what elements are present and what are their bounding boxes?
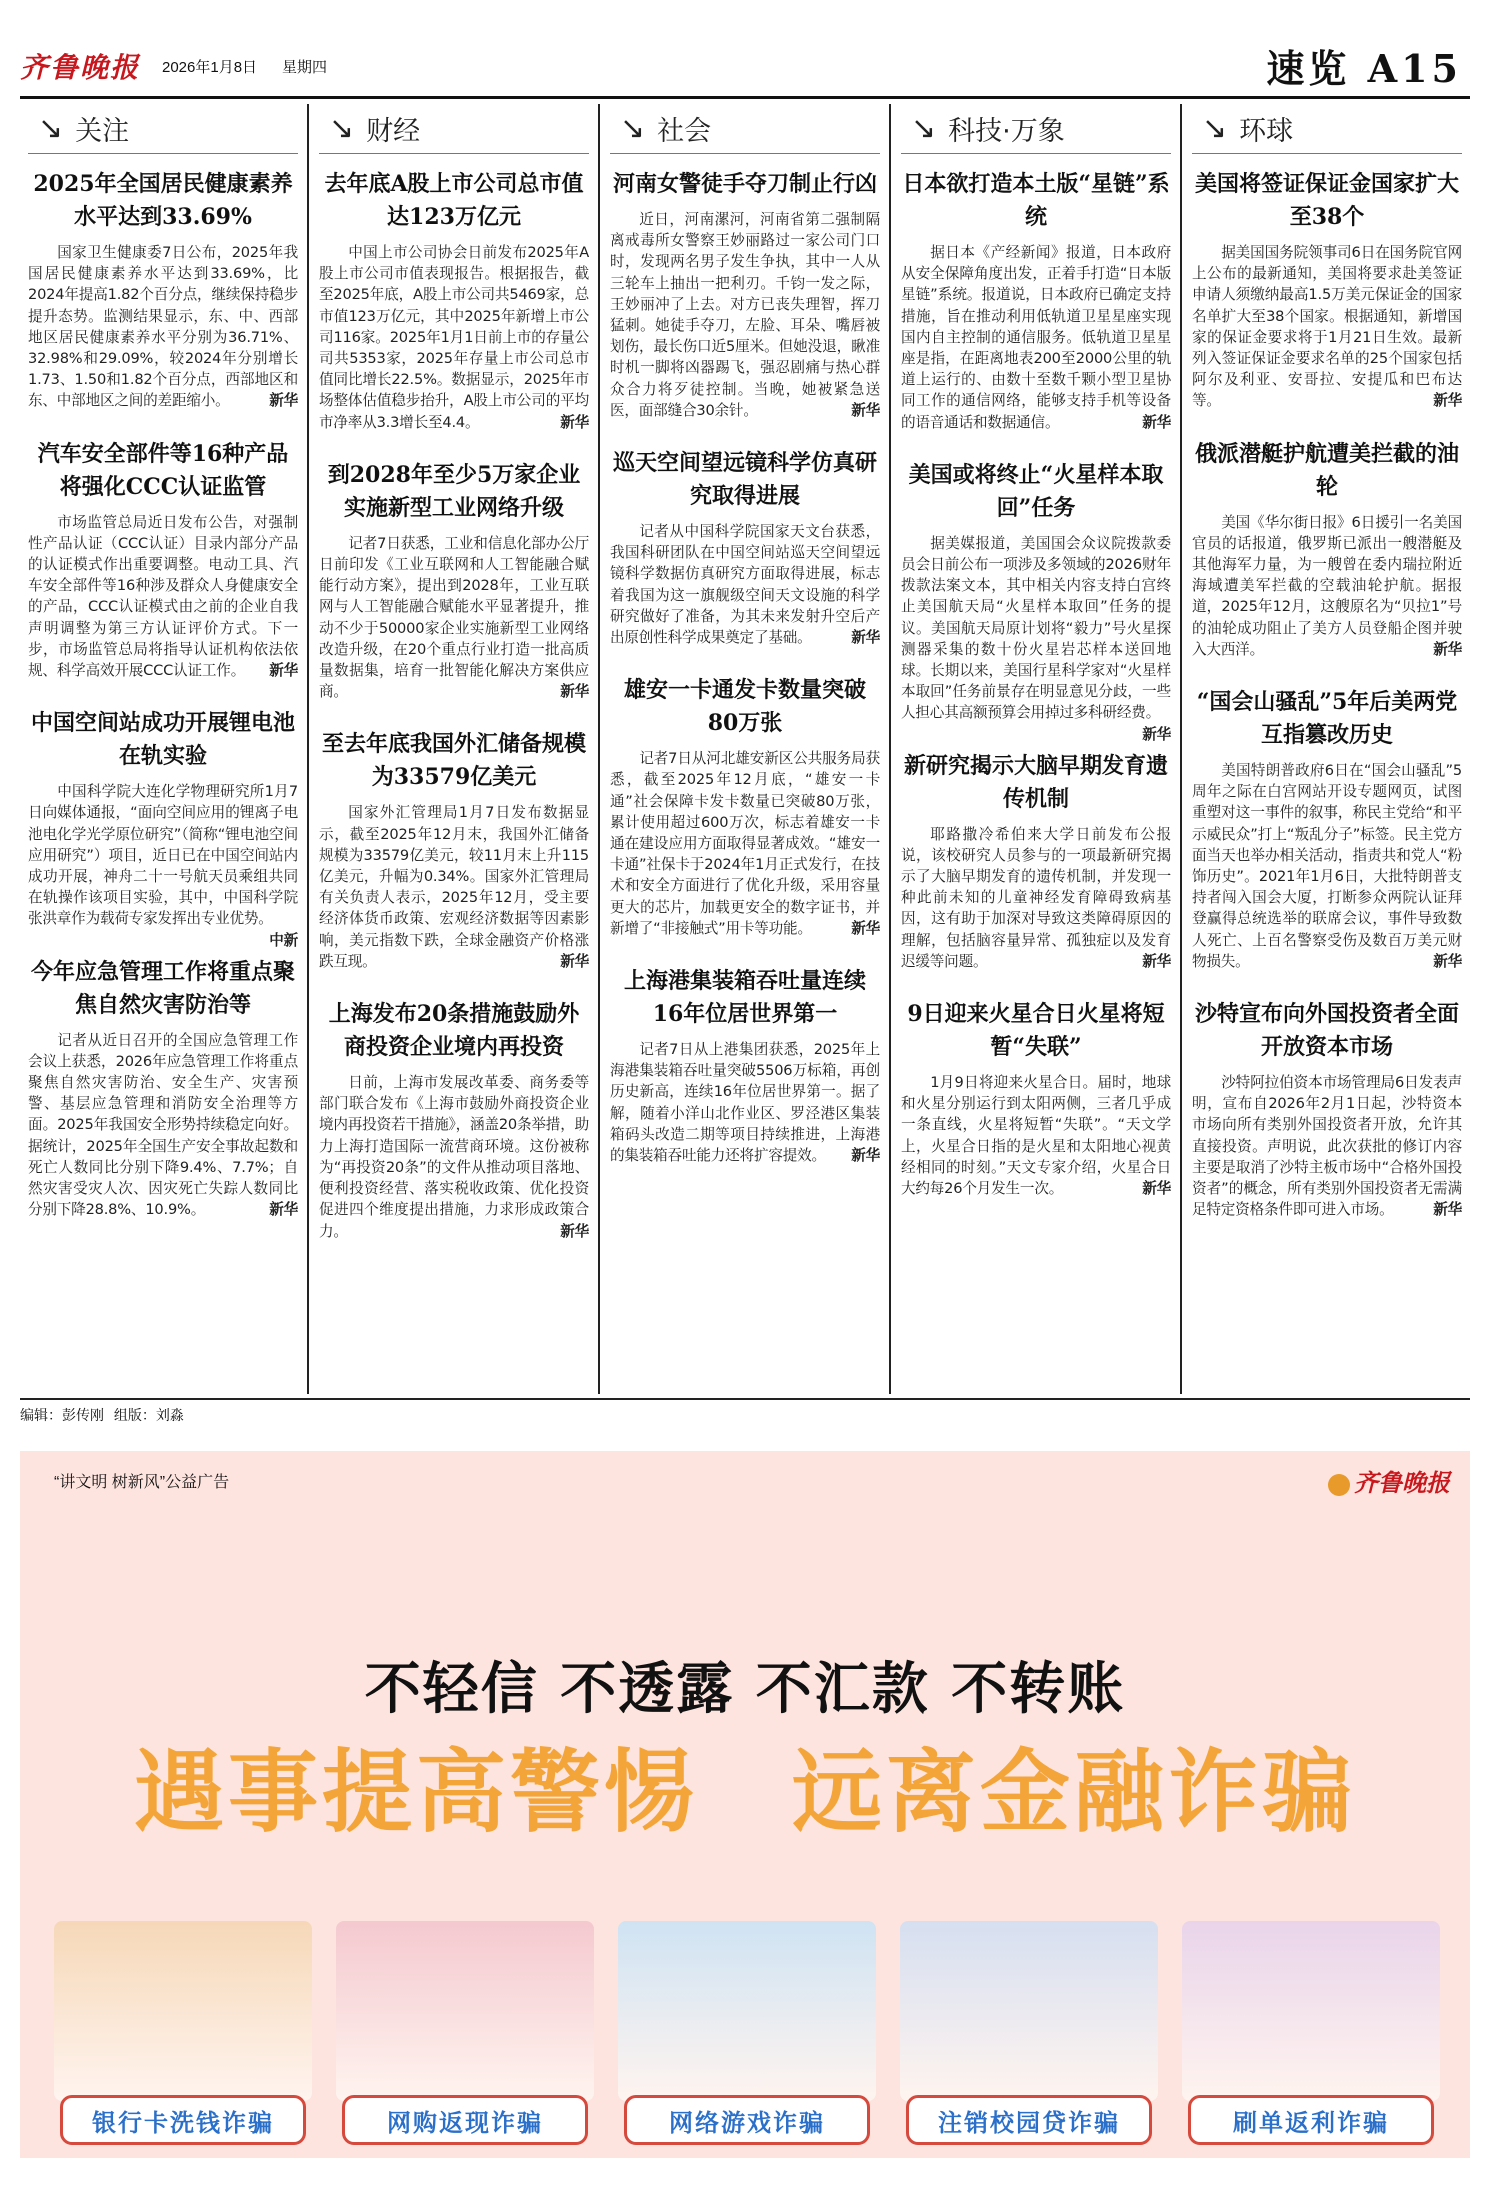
article-text: 沙特阿拉伯资本市场管理局6日发表声明，宣布自2026年2月1日起，沙特资本市场向所有类别外国投资者开放，允许其直接投资。声明说，此次获批的修订内容主要是取消了沙特主板市场中“合格外国投资者”的概念，所有类别外国投资者无需满足特定资格条件即可进入市场。 bbox=[1192, 1074, 1462, 1219]
article-source: 新华 bbox=[851, 919, 880, 937]
article-source: 新华 bbox=[560, 952, 589, 970]
article bbox=[610, 965, 880, 1166]
column-divider bbox=[889, 104, 891, 1394]
article-body bbox=[28, 781, 298, 949]
ad-slogan-2: 遇事提高警惕 远离金融诈骗 bbox=[134, 1739, 1356, 1845]
article-headline: 沙特宣布向外国投资者全面开放资本市场 bbox=[1194, 1001, 1459, 1061]
article-headline: 雄安一卡通发卡数量突破80万张 bbox=[623, 677, 866, 737]
article bbox=[1192, 168, 1462, 412]
page-section-title: 速览 A15 bbox=[1266, 46, 1462, 91]
article bbox=[1192, 438, 1462, 660]
article-text: 中国科学院大连化学物理研究所1月7日向媒体通报，“面向空间应用的锂离子电池电化学光学原位研究”（简称“锂电池空间应用研究”）项目，近日已在中国空间站内成功开展，神舟二十一号航天员乘组共同在轨操作该项目实验，其中，中国科学院张洪章作为载荷专家发挥出专业优势。 bbox=[28, 783, 298, 928]
article-source: 新华 bbox=[1433, 1201, 1462, 1219]
article-body bbox=[319, 802, 589, 972]
ad-logo-text: 齐鲁晚报 bbox=[1354, 1468, 1450, 1497]
article-body bbox=[901, 533, 1171, 743]
article-headline: 俄派潜艇护航遭美拦截的油轮 bbox=[1194, 440, 1459, 500]
cartoon-illustration bbox=[900, 1921, 1158, 2101]
article-body bbox=[901, 824, 1171, 972]
article-headline: 汽车安全部件等16种产品将强化CCC认证监管 bbox=[37, 440, 289, 500]
ad-card-label: 网络游戏诈骗 bbox=[624, 2095, 870, 2145]
article-text: 记者7日获悉，工业和信息化部办公厅日前印发《工业互联网和人工智能融合赋能行动方案》，提出到2028年，工业互联网与人工智能融合赋能水平显著提升，推动不少于50000家企业实施新型工业网络改造升级，在20个重点行业打造一批高质量数据集，培育一批智能化解决方案供应商。 bbox=[319, 534, 589, 701]
article-source: 新华 bbox=[560, 1222, 589, 1240]
article-body bbox=[28, 512, 298, 682]
ad-card-label: 银行卡洗钱诈骗 bbox=[60, 2095, 306, 2145]
article-source: 新华 bbox=[1433, 952, 1462, 970]
section-header bbox=[28, 104, 298, 154]
article-body bbox=[1192, 1072, 1462, 1220]
section-header bbox=[1192, 104, 1462, 154]
article-headline: 新研究揭示大脑早期发育遗传机制 bbox=[903, 752, 1168, 812]
column-1 bbox=[20, 104, 306, 1398]
ad-card-label: 网购返现诈骗 bbox=[342, 2095, 588, 2145]
article-body bbox=[1192, 512, 1462, 660]
article-source: 新华 bbox=[560, 683, 589, 701]
article-headline: 去年底A股上市公司总市值达123万亿元 bbox=[324, 171, 584, 230]
column-divider bbox=[1180, 104, 1182, 1394]
public-service-ad bbox=[20, 1451, 1470, 2158]
article-source: 新华 bbox=[851, 629, 880, 647]
article bbox=[1192, 998, 1462, 1220]
article bbox=[610, 168, 880, 421]
article-headline: “国会山骚乱”5年后美两党互指篡改历史 bbox=[1196, 689, 1458, 749]
cartoon-illustration bbox=[54, 1921, 312, 2101]
issue-date: 2026年1月8日 bbox=[162, 59, 258, 76]
article-headline: 日本欲打造本土版“星链”系统 bbox=[902, 171, 1170, 230]
article-source: 新华 bbox=[269, 1201, 298, 1219]
ad-card bbox=[618, 1921, 876, 2151]
article-text: 记者7日从河北雄安新区公共服务局获悉，截至2025年12月底，“雄安一卡通”社会保障卡发卡数量已突破80万张，累计使用超过600万次，标志着雄安一卡通在建设应用方面取得显著成效。“雄安一卡通”社保卡于2024年1月正式发行，在技术和安全方面进行了优化升级，采用容量更大的芯片，加载更安全的数字证书，并新增了“非接触式”用卡等功能。 bbox=[610, 750, 880, 937]
section-name: 环球 bbox=[1239, 116, 1294, 147]
article bbox=[28, 168, 298, 412]
arrow-icon: ↘ bbox=[620, 110, 646, 146]
article-text: 记者7日从上港集团获悉，2025年上海港集装箱吞吐量突破5506万标箱，再创历史新高，连续16年位居世界第一。据了解，随着小洋山北作业区、罗泾港区集装箱码头改造二期等项目持续推进，上海港的集装箱吞吐能力还将扩容提效。 bbox=[610, 1041, 880, 1165]
article-body bbox=[610, 521, 880, 648]
article-source: 新华 bbox=[1433, 392, 1462, 410]
cartoon-illustration bbox=[336, 1921, 594, 2101]
article-source: 新华 bbox=[1142, 952, 1171, 970]
article-headline: 中国空间站成功开展锂电池在轨实验 bbox=[30, 710, 295, 770]
article bbox=[901, 168, 1171, 433]
column-divider bbox=[598, 104, 600, 1394]
column-3 bbox=[602, 104, 888, 1398]
article-text: 记者从近日召开的全国应急管理工作会议上获悉，2026年应急管理工作将重点聚焦自然灾害防治、安全生产、灾害预警、基层应急管理和消防安全治理等方面。2025年我国安全形势持续稳定向好。据统计，2025年全国生产安全事故起数和死亡人数同比分别下降9.4%、7.7%；自然灾害受灾人次、因灾死亡失踪人数同比分别下降28.8%、10.9%。 bbox=[28, 1031, 298, 1219]
article bbox=[28, 956, 298, 1221]
article-body bbox=[319, 533, 589, 703]
article-headline: 巡天空间望远镜科学仿真研究取得进展 bbox=[612, 450, 877, 510]
article-source: 新华 bbox=[1142, 413, 1171, 431]
article-source: 新华 bbox=[269, 392, 298, 410]
ad-card bbox=[336, 1921, 594, 2151]
article-text: 市场监管总局近日发布公告，对强制性产品认证（CCC认证）目录内部分产品的认证模式作出重要调整。电动工具、汽车安全部件等16种涉及群众人身健康安全的产品，CCC认证模式由之前的企业自我声明调整为第三方认证评价方式。下一步，市场监管总局将指导认证机构依法依规、科学高效开展CCC认证工作。 bbox=[28, 513, 298, 680]
news-columns bbox=[20, 104, 1470, 1398]
article-text: 国家外汇管理局1月7日发布数据显示，截至2025年12月末，我国外汇储备规模为33579亿美元，较11月末上升115亿美元，升幅为0.34%。国家外汇管理局有关负责人表示，2025年12月，受主要经济体货币政策、宏观经济数据等因素影响，美元指数下跌，全球金融资产价格涨跌互现。 bbox=[319, 804, 589, 970]
arrow-icon: ↘ bbox=[911, 110, 937, 146]
article bbox=[901, 750, 1171, 972]
column-4 bbox=[893, 104, 1179, 1398]
column-divider bbox=[307, 104, 309, 1394]
article-text: 据美国国务院领事司6日在国务院官网上公布的最新通知，美国将要求赴美签证申请人须缴纳最高1.5万美元保证金的国家名单扩大至38个国家。根据通知，新增国家的保证金要求将于1月21日生效。最新列入签证保证金要求名单的25个国家包括阿尔及利亚、安哥拉、安提瓜和巴布达等。 bbox=[1192, 244, 1462, 410]
article bbox=[610, 447, 880, 648]
article-headline: 今年应急管理工作将重点聚焦自然灾害防治等 bbox=[30, 958, 295, 1018]
article-headline: 2025年全国居民健康素养水平达到33.69% bbox=[33, 171, 293, 230]
page-header bbox=[20, 0, 1470, 96]
article-headline: 河南女警徒手夺刀制止行凶 bbox=[612, 171, 877, 197]
article-text: 记者从中国科学院国家天文台获悉，我国科研团队在中国空间站巡天空间望远镜科学数据仿真研究方面取得进展，标志着我国为这一旗舰级空间天文设施的科学研究做好了准备，为其未来发射升空后产出原创性科学成果奠定了基础。 bbox=[610, 523, 880, 647]
article-source: 新华 bbox=[1142, 725, 1171, 743]
section-name: 社会 bbox=[657, 116, 712, 147]
ad-logo bbox=[1328, 1463, 1450, 1498]
article-headline: 至去年底我国外汇储备规模为33579亿美元 bbox=[321, 731, 586, 791]
section-header bbox=[319, 104, 589, 154]
article bbox=[901, 459, 1171, 743]
header-rule bbox=[20, 96, 1470, 99]
article bbox=[319, 168, 589, 433]
logo-icon bbox=[1328, 1474, 1350, 1496]
arrow-icon: ↘ bbox=[38, 110, 64, 146]
ad-card bbox=[54, 1921, 312, 2151]
article-headline: 美国将签证保证金国家扩大至38个 bbox=[1194, 171, 1459, 230]
ad-card-label: 刷单返利诈骗 bbox=[1188, 2095, 1434, 2145]
article-body bbox=[610, 209, 880, 421]
article-body bbox=[319, 1072, 589, 1242]
article-source: 新华 bbox=[560, 413, 589, 431]
cartoon-illustration bbox=[1182, 1921, 1440, 2101]
article-source: 新华 bbox=[851, 1147, 880, 1165]
article-text: 1月9日将迎来火星合日。届时，地球和火星分别运行到太阳两侧，三者几乎成一条直线，火星将短暂“失联”。“天文学上，火星合日指的是火星和太阳地心视黄经相同的时刻。”天文专家介绍，火星合日大约每26个月发生一次。 bbox=[901, 1074, 1171, 1198]
article bbox=[319, 728, 589, 972]
article-body bbox=[319, 242, 589, 433]
article-body bbox=[610, 748, 880, 939]
ad-card bbox=[1182, 1921, 1440, 2151]
section-header bbox=[610, 104, 880, 154]
column-5 bbox=[1184, 104, 1470, 1398]
section-header bbox=[901, 104, 1171, 154]
article-text: 国家卫生健康委7日公布，2025年我国居民健康素养水平达到33.69%，比2024年提高1.82个百分点，继续保持稳步提升态势。监测结果显示，东、中、西部地区居民健康素养水平分别为36.71%、32.98%和29.09%，较2024年分别增长1.73、1.50和1.82个百分点，西部地区和东、中部地区之间的差距缩小。 bbox=[28, 244, 298, 410]
ad-label: “讲文明 树新风”公益广告 bbox=[54, 1474, 230, 1491]
ad-card-label: 注销校园贷诈骗 bbox=[906, 2095, 1152, 2145]
article-source: 新华 bbox=[1142, 1180, 1171, 1198]
article-body bbox=[901, 1072, 1171, 1199]
article-body bbox=[610, 1039, 880, 1166]
article-text: 据美媒报道，美国国会众议院拨款委员会日前公布一项涉及多领域的2026财年拨款法案文本，其中相关内容支持白宫终止美国航天局“火星样本取回”任务的提议。美国航天局原计划将“毅力”号火星探测器采集的数十份火星岩芯样本送回地球。长期以来，美国行星科学家对“火星样本取回”任务前景存在明显意见分歧，一些人担心其高额预算会用掉过多科研经费。 bbox=[901, 534, 1171, 722]
issue-weekday: 星期四 bbox=[282, 59, 328, 76]
footer-rule bbox=[20, 1398, 1470, 1400]
article-body bbox=[901, 242, 1171, 433]
article-source: 中新 bbox=[269, 931, 298, 949]
article-body bbox=[1192, 760, 1462, 972]
article bbox=[28, 438, 298, 682]
article-headline: 9日迎来火星合日火星将短暂“失联” bbox=[907, 1001, 1165, 1061]
section-name: 财经 bbox=[366, 116, 421, 147]
masthead: 齐鲁晚报 bbox=[20, 51, 141, 84]
article bbox=[1192, 686, 1462, 972]
article-source: 新华 bbox=[1433, 640, 1462, 658]
article-headline: 上海发布20条措施鼓励外商投资企业境内再投资 bbox=[328, 1001, 580, 1061]
article-text: 日前，上海市发展改革委、商务委等部门联合发布《上海市鼓励外商投资企业境内再投资若干措施》，涵盖20条举措，助力上海打造国际一流营商环境。这份被称为“再投资20条”的文件从推动项目落地、便利投资经营、落实税收政策、优化投资促进四个维度提出措施，力求形成政策合力。 bbox=[319, 1074, 589, 1240]
article-headline: 上海港集装箱吞吐量连续16年位居世界第一 bbox=[623, 968, 866, 1028]
article-text: 美国《华尔街日报》6日援引一名美国官员的话报道，俄罗斯已派出一艘潜艇及其他海军力量，为一艘曾在委内瑞拉附近海域遭美军拦截的空载油轮护航。据报道，2025年12月，这艘原名为“贝拉1”号的油轮成功阻止了美方人员登船企图并驶入大西洋。 bbox=[1192, 513, 1462, 658]
article-text: 中国上市公司协会日前发布2025年A股上市公司市值表现报告。根据报告，截至2025年底，A股上市公司共5469家，总市值123万亿元，其中2025年新增上市公司116家。2025年1月1日前上市的存量公司共5353家，2025年存量上市公司总市值同比增长22.5%。数据显示，2025年市场整体估值稳步抬升，A股上市公司的平均市净率从3.3增长至4.4。 bbox=[319, 244, 589, 431]
ad-card bbox=[900, 1921, 1158, 2151]
article-body bbox=[1192, 242, 1462, 412]
section-name: 科技·万象 bbox=[948, 116, 1065, 147]
cartoon-illustration bbox=[618, 1921, 876, 2101]
article-body bbox=[28, 1030, 298, 1221]
article-text: 美国特朗普政府6日在“国会山骚乱”5周年之际在白宫网站开设专题网页，试图重塑对这一事件的叙事，称民主党给“和平示威民众”打上“叛乱分子”标签。民主党方面当天也举办相关活动，指责共和党人“粉饰历史”。2021年1月6日，大批特朗普支持者闯入国会大厦，打断参众两院认证拜登赢得总统选举的联席会议，事件导致数人死亡、上百名警察受伤及数百万美元财物损失。 bbox=[1192, 762, 1462, 970]
ad-slogan-1: 不轻信 不透露 不汇款 不转账 bbox=[364, 1656, 1126, 1722]
editor-credit: 编辑：彭传刚 组版：刘淼 bbox=[20, 1407, 184, 1423]
article-source: 新华 bbox=[269, 662, 298, 680]
article-body bbox=[28, 242, 298, 412]
article bbox=[319, 998, 589, 1242]
article-headline: 到2028年至少5万家企业实施新型工业网络升级 bbox=[327, 461, 581, 521]
column-2 bbox=[311, 104, 597, 1398]
article-text: 近日，河南漯河，河南省第二强制隔离戒毒所女警察王妙丽路过一家公司门口时，发现两名男子发生争执，其中一人从三轮车上抽出一把利刃。千钧一发之际，王妙丽冲了上去。对方已丧失理智，挥刀猛刺。她徒手夺刀，左脸、耳朵、嘴唇被划伤，最长伤口近5厘米。但她没退，瞅准时机一脚将凶器踢飞，强忍剧痛与热心群众合力将歹徒控制。当晚，她被紧急送医，面部缝合30余针。 bbox=[610, 211, 880, 419]
article bbox=[319, 459, 589, 703]
article bbox=[28, 707, 298, 949]
arrow-icon: ↘ bbox=[329, 110, 355, 146]
article-source: 新华 bbox=[851, 401, 880, 419]
article-headline: 美国或将终止“火星样本取回”任务 bbox=[908, 461, 1164, 521]
article-text: 耶路撒冷希伯来大学日前发布公报说，该校研究人员参与的一项最新研究揭示了大脑早期发育的遗传机制，并发现一种此前未知的儿童神经发育障碍致病基因，这有助于加深对导致这类障碍原因的理解，包括脑容量异常、孤独症以及发育迟缓等问题。 bbox=[901, 825, 1171, 970]
article bbox=[901, 998, 1171, 1199]
article bbox=[610, 674, 880, 939]
section-name: 关注 bbox=[75, 116, 130, 147]
article-text: 据日本《产经新闻》报道，日本政府从安全保障角度出发，正着手打造“日本版星链”系统。报道说，日本政府已确定支持措施，旨在推动利用低轨道卫星星座实现国内自主控制的通信服务。低轨道卫星星座是指，在距离地表200至2000公里的轨道上运行的、由数十至数千颗小型卫星协同工作的通信网络，能够支持手机等设备的语音通话和数据通信。 bbox=[901, 244, 1171, 431]
arrow-icon: ↘ bbox=[1202, 110, 1228, 146]
